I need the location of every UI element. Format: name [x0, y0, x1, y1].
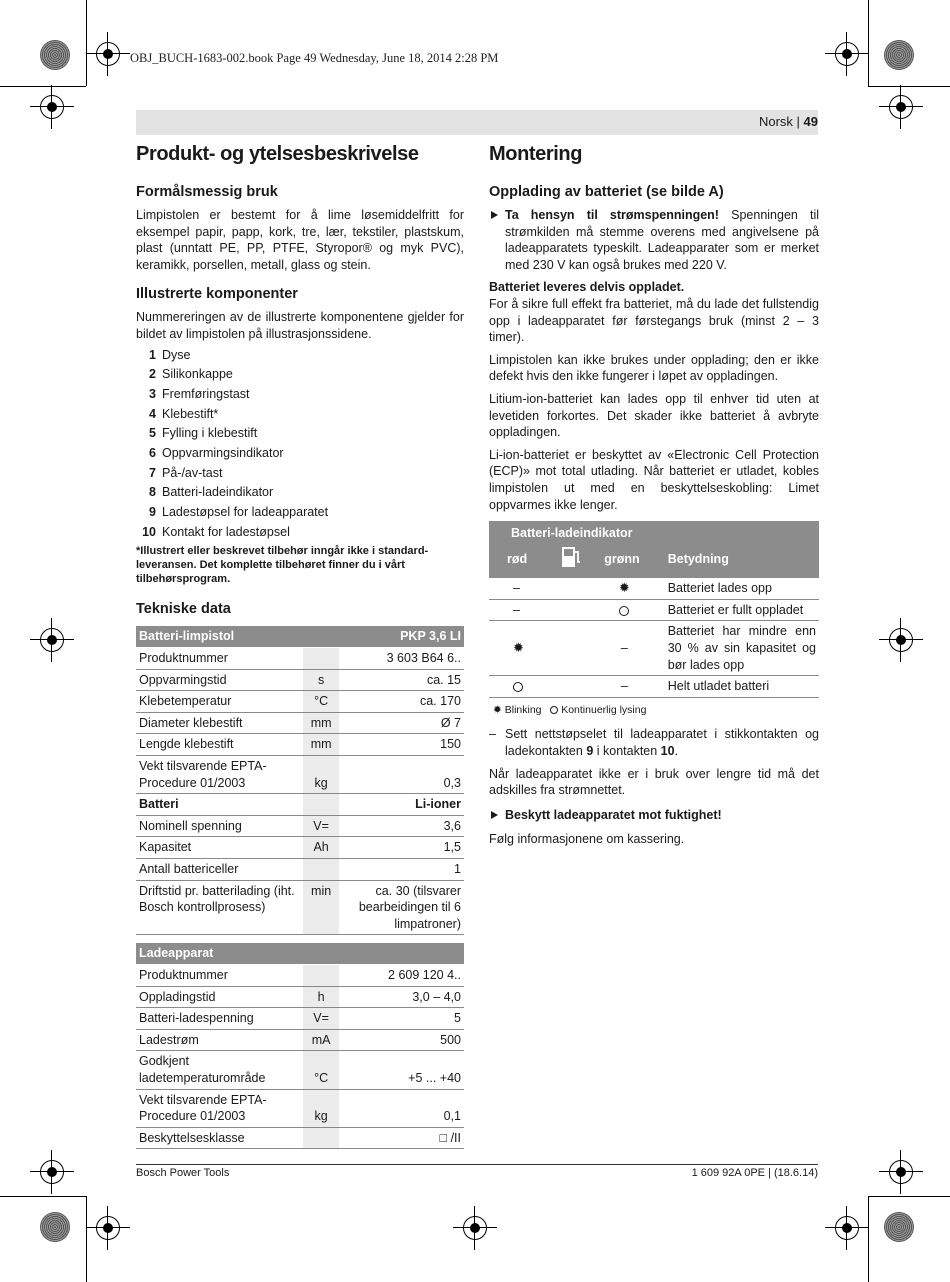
paragraph: Følg informasjonene om kassering.: [489, 832, 685, 847]
table-row: Godkjent ladetemperaturområde °C +5 ... +40: [136, 1051, 464, 1089]
blinking-icon: ✹: [513, 640, 524, 656]
registration-mark-icon: [40, 1160, 64, 1184]
footer-doc-id: 1 609 92A 0PE | (18.6.14): [691, 1167, 818, 1179]
table-row: Vekt tilsvarende EPTA-Procedure 01/2003 kg 0,3: [136, 756, 464, 794]
color-target-icon: [40, 1212, 70, 1242]
table-row: Oppvarmingstid s ca. 15: [136, 669, 464, 691]
section-title: Produkt- og ytelsesbeskrivelse: [136, 143, 419, 165]
registration-mark-icon: [40, 628, 64, 652]
triangle-bullet-icon: [491, 811, 498, 819]
printer-slug: OBJ_BUCH-1683-002.book Page 49 Wednesday, June 18, 2014 2:28 PM: [130, 51, 499, 65]
section-title: Montering: [489, 143, 583, 165]
color-target-icon: [40, 40, 70, 70]
table-header: Batteri-limpistol PKP 3,6 LI: [136, 626, 464, 647]
list-item: 1 Dyse: [149, 347, 191, 362]
moisture-warning: Beskytt ladeapparatet mot fuktighet!: [489, 807, 819, 824]
delivered-partially: Batteriet leveres delvis oppladet.: [489, 280, 685, 295]
footer-brand: Bosch Power Tools: [136, 1167, 230, 1179]
table-row: Oppladingstid h 3,0 – 4,0: [136, 986, 464, 1008]
registration-mark-icon: [463, 1216, 487, 1240]
list-item: 3 Fremføringstast: [149, 386, 250, 401]
list-item: 7 På-/av-tast: [149, 465, 223, 480]
table-row: Produktnummer 3 603 B64 6..: [136, 648, 464, 670]
component-list: [136, 346, 464, 543]
table-row: Klebetemperatur °C ca. 170: [136, 691, 464, 713]
registration-mark-icon: [835, 42, 859, 66]
table-row: Ladestrøm mA 500: [136, 1029, 464, 1051]
purpose-heading: Formålsmessig bruk: [136, 184, 278, 200]
registration-mark-icon: [40, 95, 64, 119]
table-row: Beskyttelsesklasse □ /II: [136, 1127, 464, 1149]
footer-rule: [136, 1164, 818, 1165]
header-separator: |: [792, 114, 804, 129]
table-row: Driftstid pr. batterilading (iht. Bosch kontrollprosess) min ca. 30 (tilsvarer bearbeidingen til 6 limpatroner): [136, 880, 464, 935]
table-row: Nominell spenning V= 3,6: [136, 815, 464, 837]
charge-indicator-table: [489, 521, 819, 698]
blinking-icon: ✹: [493, 703, 502, 716]
table-row: Batteri-ladespenning V= 5: [136, 1008, 464, 1030]
battery-plug-icon: [557, 544, 601, 579]
table-header: rød grønn Betydning: [489, 544, 819, 579]
list-item: 2 Silikonkappe: [149, 367, 233, 382]
components-intro: Nummereringen av de illustrerte komponentene gjelder for bildet av limpistolen på illustrasjonssidene.: [136, 310, 464, 341]
list-item: 5 Fylling i klebestift: [149, 426, 258, 441]
continuous-light-icon: [550, 706, 558, 714]
voltage-warning: Ta hensyn til strømspenningen! Spenningen til strømkilden må stemme overens med angivelsene på ladeapparatets typeskilt. Ladeapparater som er merket med 230 V kan også brukes med 220 V.: [489, 207, 819, 273]
left-column: [136, 142, 464, 1149]
components-heading: Illustrerte komponenter: [136, 286, 298, 303]
registration-mark-icon: [889, 628, 913, 652]
registration-mark-icon: [96, 1216, 120, 1240]
page-header: [759, 114, 818, 129]
list-item: 9 Ladestøpsel for ladeapparatet: [149, 505, 329, 520]
right-column: [489, 142, 819, 854]
charging-heading: Opplading av batteriet (se bilde A): [489, 184, 724, 200]
blinking-icon: ✹: [618, 580, 630, 596]
registration-mark-icon: [889, 95, 913, 119]
paragraph: For å sikre full effekt fra batteriet, må du lade det fullstendig opp i ladeapparatet før førstegangs bruk (minst 2 – 3 timer).: [489, 296, 819, 345]
accessory-note: *Illustrert eller beskrevet tilbehør inngår ikke i standard-leveransen. Det komplette tilbehøret finner du i vårt tilbehørsprogram.: [136, 545, 429, 586]
tech-data-heading: Tekniske data: [136, 601, 231, 618]
paragraph: Limpistolen kan ikke brukes under opplading; den er ikke defekt hvis den ikke fungerer i løpet av oppladingen.: [489, 352, 819, 384]
paragraph: Når ladeapparatet ikke er i bruk over lengre tid må det adskilles fra strømnettet.: [489, 766, 819, 798]
connect-instruction: – Sett nettstøpselet til ladeapparatet i stikkontakten og ladekontakten 9 i kontakten 10.: [489, 727, 819, 759]
table-header: Ladeapparat: [136, 943, 464, 964]
list-item: 4 Klebestift*: [149, 406, 219, 421]
table-subheader: Batteri Li-ioner: [136, 794, 464, 816]
registration-mark-icon: [889, 1160, 913, 1184]
table-header: Batteri-ladeindikator: [489, 521, 819, 544]
table-row: – ✹ Batteriet lades opp: [489, 578, 819, 599]
continuous-light-icon: [513, 682, 523, 692]
header-language: Norsk: [758, 114, 793, 129]
list-item: 8 Batteri-ladeindikator: [149, 485, 274, 500]
list-item: 6 Oppvarmingsindikator: [149, 446, 284, 460]
purpose-text: Limpistolen er bestemt for å lime løsemiddelfritt for eksempel papir, papp, kork, tre, lær, tekstiler, plastskum, plast (unntatt PE, PP, PTFE, Styropor® og myk PVC), keramikk, porsellen, metall, glass og stein.: [136, 208, 464, 272]
continuous-light-icon: [619, 606, 629, 616]
table-row: ✹ – Batteriet har mindre enn 30 % av sin kapasitet og bør lades opp: [489, 621, 819, 676]
tech-table-glue-gun: [136, 626, 464, 935]
page-number: 49: [803, 114, 818, 129]
table-row: Kapasitet Ah 1,5: [136, 837, 464, 859]
paragraph: Litium-ion-batteriet kan lades opp til enhver tid uten at levetiden forkortes. Det skader ikke batteriet å avbryte oppladingen.: [489, 391, 819, 440]
table-row: Antall battericeller 1: [136, 858, 464, 880]
table-row: – Batteriet er fullt oppladet: [489, 599, 819, 621]
table-row: Lengde klebestift mm 150: [136, 734, 464, 756]
registration-mark-icon: [835, 1216, 859, 1240]
color-target-icon: [884, 40, 914, 70]
table-row: Produktnummer 2 609 120 4..: [136, 964, 464, 986]
tech-table-charger: [136, 943, 464, 1149]
table-row: Vekt tilsvarende EPTA-Procedure 01/2003 kg 0,1: [136, 1089, 464, 1127]
registration-mark-icon: [96, 42, 120, 66]
color-target-icon: [884, 1212, 914, 1242]
table-row: Diameter klebestift mm Ø 7: [136, 712, 464, 734]
list-item: 10 Kontakt for ladestøpsel: [142, 524, 290, 539]
paragraph: Li-ion-batteriet er beskyttet av «Electronic Cell Protection (ECP)» mot total utlading. Når batteriet er utladet, kobles limpistolen ut med en beskyttelseskobling: Limet oppvarmes ikke lenger.: [489, 447, 819, 512]
indicator-legend: ✹ Blinking Kontinuerlig lysing: [493, 703, 647, 716]
header-bar: [136, 110, 818, 135]
table-row: – Helt utladet batteri: [489, 676, 819, 698]
triangle-bullet-icon: [491, 211, 498, 219]
